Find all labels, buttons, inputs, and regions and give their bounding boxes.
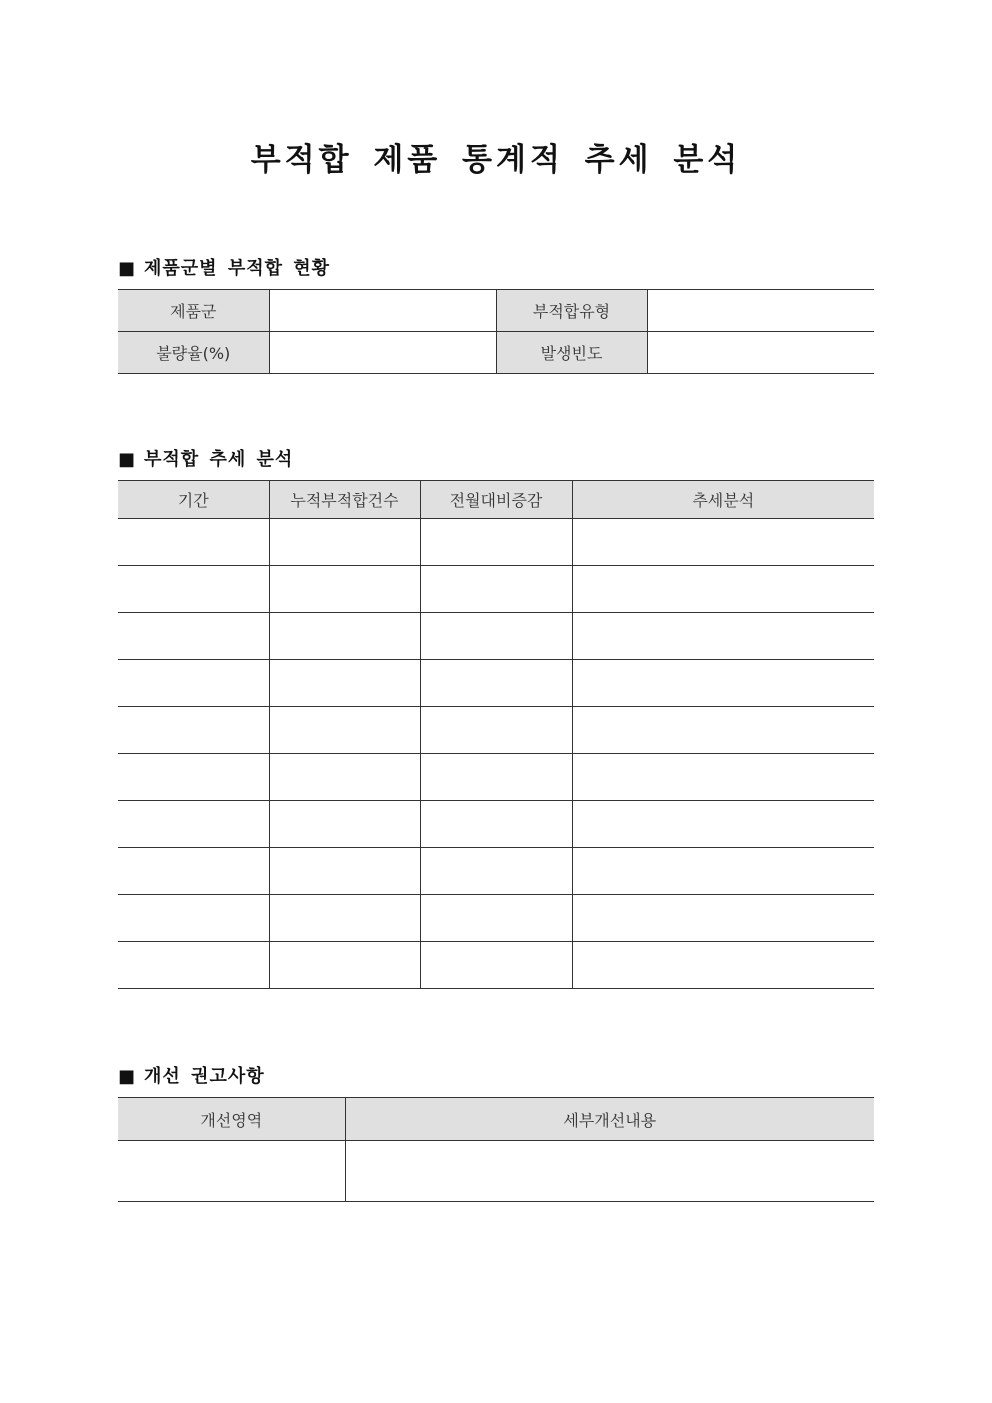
column-header-period: 기간 [118, 481, 269, 519]
trend-analysis-cell[interactable] [572, 801, 874, 848]
trend-analysis-cell[interactable] [572, 895, 874, 942]
monthly-change-cell[interactable] [420, 613, 572, 660]
trend-analysis-cell[interactable] [572, 566, 874, 613]
improvement-details-cell[interactable] [345, 1141, 874, 1202]
trend-analysis-cell[interactable] [572, 519, 874, 566]
period-cell[interactable] [118, 895, 269, 942]
trend-table [118, 480, 874, 989]
monthly-change-cell[interactable] [420, 848, 572, 895]
table-row [118, 1141, 874, 1202]
trend-analysis-cell[interactable] [572, 613, 874, 660]
period-cell[interactable] [118, 566, 269, 613]
table-row [118, 801, 874, 848]
table-row [118, 895, 874, 942]
table-row [118, 566, 874, 613]
column-header-cumulative-count: 누적부적합건수 [269, 481, 420, 519]
square-bullet-icon: ■ [118, 258, 137, 279]
table-row [118, 754, 874, 801]
product-group-field[interactable] [269, 290, 496, 332]
monthly-change-cell[interactable] [420, 754, 572, 801]
period-cell[interactable] [118, 942, 269, 989]
period-cell[interactable] [118, 707, 269, 754]
cumulative-count-cell[interactable] [269, 519, 420, 566]
improvement-area-cell[interactable] [118, 1141, 345, 1202]
defect-rate-label: 불량율(%) [118, 332, 269, 374]
column-header-improvement-area: 개선영역 [118, 1098, 345, 1141]
table-row [118, 613, 874, 660]
square-bullet-icon: ■ [118, 1066, 137, 1087]
cumulative-count-cell[interactable] [269, 707, 420, 754]
column-header-trend-analysis: 추세분석 [572, 481, 874, 519]
table-row [118, 660, 874, 707]
defect-rate-field[interactable] [269, 332, 496, 374]
table-row [118, 290, 874, 332]
period-cell[interactable] [118, 754, 269, 801]
occurrence-frequency-label: 발생빈도 [496, 332, 647, 374]
table-row [118, 519, 874, 566]
monthly-change-cell[interactable] [420, 566, 572, 613]
occurrence-frequency-field[interactable] [647, 332, 874, 374]
cumulative-count-cell[interactable] [269, 754, 420, 801]
trend-analysis-cell[interactable] [572, 754, 874, 801]
product-group-label: 제품군 [118, 290, 269, 332]
recommendations-section-heading [118, 1062, 265, 1088]
period-cell[interactable] [118, 848, 269, 895]
monthly-change-cell[interactable] [420, 519, 572, 566]
cumulative-count-cell[interactable] [269, 801, 420, 848]
trend-heading-text: 부적합 추세 분석 [144, 449, 294, 470]
monthly-change-cell[interactable] [420, 801, 572, 848]
cumulative-count-cell[interactable] [269, 660, 420, 707]
page-title: 부적합 제품 통계적 추세 분석 [250, 142, 742, 178]
cumulative-count-cell[interactable] [269, 613, 420, 660]
nonconformity-type-label: 부적합유형 [496, 290, 647, 332]
column-header-monthly-change: 전월대비증감 [420, 481, 572, 519]
trend-analysis-cell[interactable] [572, 848, 874, 895]
cumulative-count-cell[interactable] [269, 942, 420, 989]
monthly-change-cell[interactable] [420, 707, 572, 754]
trend-analysis-cell[interactable] [572, 942, 874, 989]
cumulative-count-cell[interactable] [269, 895, 420, 942]
period-cell[interactable] [118, 660, 269, 707]
recommendations-table [118, 1097, 874, 1202]
period-cell[interactable] [118, 801, 269, 848]
nonconformity-type-field[interactable] [647, 290, 874, 332]
square-bullet-icon: ■ [118, 449, 137, 470]
table-header-row [118, 1098, 874, 1141]
monthly-change-cell[interactable] [420, 942, 572, 989]
table-row [118, 332, 874, 374]
table-row [118, 942, 874, 989]
table-header-row [118, 481, 874, 519]
cumulative-count-cell[interactable] [269, 848, 420, 895]
summary-heading-text: 제품군별 부적합 현황 [144, 258, 331, 279]
trend-analysis-cell[interactable] [572, 707, 874, 754]
table-row [118, 848, 874, 895]
table-row [118, 707, 874, 754]
monthly-change-cell[interactable] [420, 660, 572, 707]
period-cell[interactable] [118, 613, 269, 660]
cumulative-count-cell[interactable] [269, 566, 420, 613]
monthly-change-cell[interactable] [420, 895, 572, 942]
summary-section-heading [118, 254, 330, 280]
period-cell[interactable] [118, 519, 269, 566]
recommendations-heading-text: 개선 권고사항 [144, 1066, 265, 1087]
trend-section-heading [118, 445, 293, 471]
summary-table [118, 289, 874, 374]
column-header-improvement-details: 세부개선내용 [345, 1098, 874, 1141]
trend-analysis-cell[interactable] [572, 660, 874, 707]
